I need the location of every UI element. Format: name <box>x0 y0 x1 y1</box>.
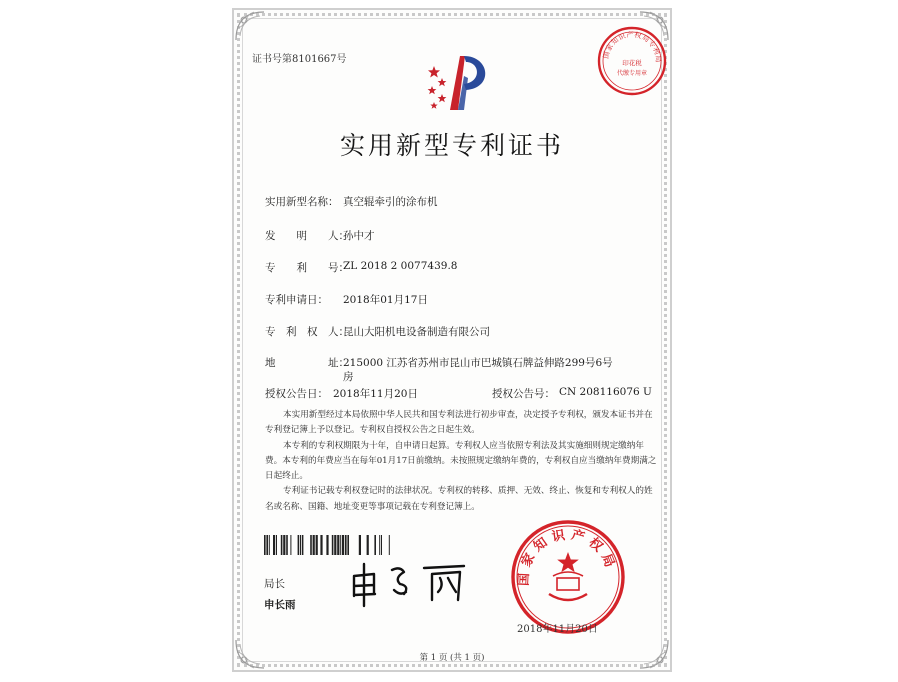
barcode-bar <box>347 535 349 555</box>
barcode-bar <box>276 535 277 555</box>
barcode-bar <box>340 535 341 555</box>
barcode-bar <box>310 535 312 555</box>
barcode-bar <box>334 535 336 555</box>
field-label-inventor: 发 明 人： <box>265 230 349 242</box>
main-seal-stamp-icon <box>509 518 627 636</box>
barcode-bar <box>332 535 334 555</box>
svg-text:代缴专用章: 代缴专用章 <box>616 70 648 77</box>
barcode-bar <box>286 535 288 555</box>
field-label-utility-model-name: 实用新型名称： <box>265 196 339 208</box>
barcode-bar <box>326 535 328 555</box>
barcode-bar <box>273 535 275 555</box>
svg-text:印花税: 印花税 <box>622 59 642 67</box>
field-label-patent-number: 专 利 号： <box>265 262 349 274</box>
issue-date: 2018年11月20日 <box>517 624 598 635</box>
signatory-role: 局长 <box>264 578 285 590</box>
field-value-application-date: 2018年01月17日 <box>343 294 428 306</box>
barcode-bar <box>320 535 322 555</box>
field-value-address-continued: 房 <box>343 371 354 383</box>
patent-emblem-icon <box>420 48 504 116</box>
barcode-bar <box>337 535 339 555</box>
barcode-bar <box>313 535 315 555</box>
barcode-bar <box>367 535 369 555</box>
svg-text:国家知识产权局: 国家知识产权局 <box>516 527 619 587</box>
field-value-inventor: 孙中才 <box>343 230 375 242</box>
field-label-grant-number: 授权公告号： <box>492 388 555 400</box>
body-paragraph: 本专利的专利权期限为十年，自申请日起算。专利权人应当依照专利法及其实施细则规定缴纳年费。本专利的年费应当在每年01月17日前缴纳。未按照规定缴纳年费的，专利权自应当缴纳年费期满之日起终止。 <box>265 440 657 482</box>
barcode-bar <box>283 535 285 555</box>
certificate-title: 实用新型专利证书 <box>339 131 564 160</box>
barcode-bar <box>342 535 344 555</box>
barcode-icon <box>264 535 404 555</box>
barcode-bar <box>298 535 300 555</box>
barcode-bar <box>264 535 266 555</box>
field-label-application-date: 专利申请日： <box>265 294 328 306</box>
handwritten-signature <box>344 556 474 608</box>
barcode-bar <box>266 535 268 555</box>
barcode-bar <box>381 535 382 555</box>
field-value-patentee: 昆山大阳机电设备制造有限公司 <box>343 326 490 338</box>
barcode-bar <box>281 535 283 555</box>
field-value-grant-number: CN 208116076 U <box>559 386 652 398</box>
svg-text:国家知识产权局专利局: 国家知识产权局专利局 <box>601 30 663 64</box>
signatory-name: 申长雨 <box>264 599 296 611</box>
certificate-body-text <box>265 408 657 515</box>
barcode-bar <box>290 535 291 555</box>
field-value-utility-model-name: 真空辊牵引的涂布机 <box>343 196 438 208</box>
barcode-bar <box>359 535 361 555</box>
field-label-address: 地 址： <box>265 357 349 369</box>
barcode-bar <box>374 535 376 555</box>
body-paragraph: 专利证书记载专利权登记时的法律状况。专利权的转移、质押、无效、终止、恢复和专利权人的姓名或名称、国籍、地址变更等事项记载在专利登记簿上。 <box>265 486 653 512</box>
field-value-grant-date: 2018年11月20日 <box>333 388 418 400</box>
barcode-bar <box>345 535 347 555</box>
certificate-sheet <box>232 8 672 672</box>
field-label-grant-date: 授权公告日： <box>265 388 328 400</box>
corner-ornament-icon <box>234 10 266 42</box>
field-label-patentee: 专 利 权 人： <box>265 326 349 338</box>
field-value-address: 215000 江苏省苏州市昆山市巴城镇石牌益伸路299号6号 <box>343 357 613 369</box>
page-number: 第 1 页 (共 1 页) <box>419 653 485 663</box>
barcode-bar <box>379 535 380 555</box>
certificate-number: 证书号第8101667号 <box>252 54 347 65</box>
field-value-patent-number: ZL 2018 2 0077439.8 <box>343 260 458 272</box>
barcode-bar <box>269 535 270 555</box>
body-paragraph: 本实用新型经过本局依照中华人民共和国专利法进行初步审查，决定授予专利权，颁发本证书并在专利登记簿上予以登记。专利权自授权公告之日起生效。 <box>265 410 653 436</box>
barcode-bar <box>316 535 318 555</box>
barcode-bar <box>300 535 301 555</box>
barcode-bar <box>389 535 390 555</box>
tax-seal-stamp-icon <box>596 25 668 97</box>
barcode-bar <box>302 535 304 555</box>
